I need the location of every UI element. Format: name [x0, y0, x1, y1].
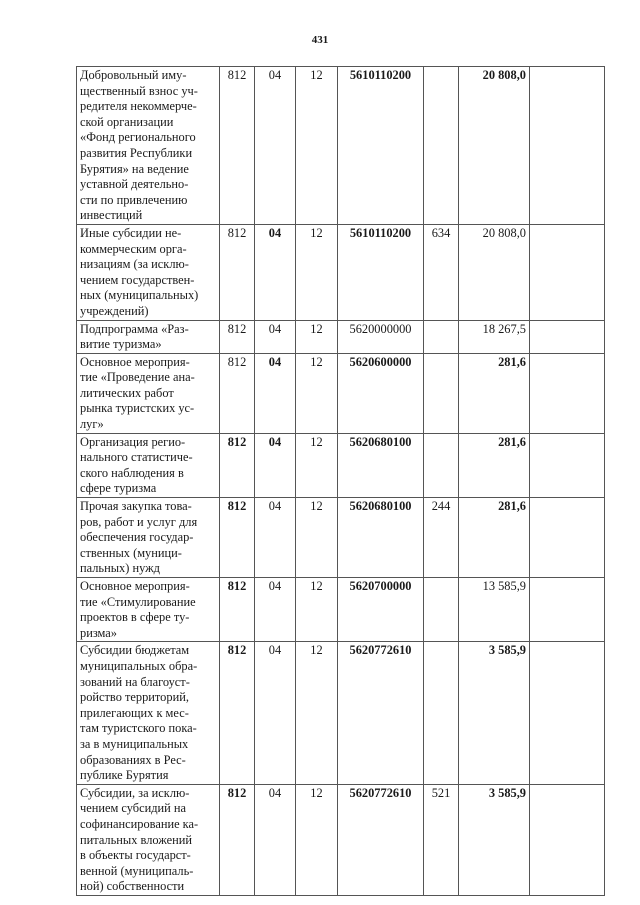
cell-grbs: 812: [220, 578, 255, 642]
cell-name: Основное мероприя- тие «Проведение ана- литических работ рынка туристских ус- луг»: [77, 353, 220, 433]
table-row: [77, 224, 605, 320]
cell-empty: [530, 642, 605, 784]
cell-vr: 244: [424, 498, 459, 578]
page-number: 431: [311, 34, 329, 46]
cell-name: Основное мероприя- тие «Стимулирование проектов в сфере ту- ризма»: [77, 578, 220, 642]
cell-csr: 5620000000: [338, 320, 424, 353]
cell-pr: 12: [296, 578, 338, 642]
cell-name: Подпрограмма «Раз- витие туризма»: [77, 320, 220, 353]
cell-empty: [530, 433, 605, 497]
cell-vr: [424, 433, 459, 497]
cell-grbs: 812: [220, 433, 255, 497]
table-row: [77, 498, 605, 578]
table-row: [77, 353, 605, 433]
cell-empty: [530, 498, 605, 578]
cell-grbs: 812: [220, 498, 255, 578]
cell-grbs: 812: [220, 320, 255, 353]
cell-sum: 281,6: [459, 353, 530, 433]
table-row: [77, 67, 605, 225]
cell-rz: 04: [255, 67, 296, 225]
cell-rz: 04: [255, 320, 296, 353]
table-row: [77, 433, 605, 497]
cell-grbs: 812: [220, 224, 255, 320]
cell-csr: 5620700000: [338, 578, 424, 642]
cell-csr: 5620772610: [338, 784, 424, 895]
cell-pr: 12: [296, 498, 338, 578]
cell-pr: 12: [296, 433, 338, 497]
cell-name: Добровольный иму- щественный взнос уч- редителя некоммерче- ской организации «Фонд регионального развития Республики Бурятия» на ведение уставной деятельно- сти по привлечению инвестиций: [77, 67, 220, 225]
cell-rz: 04: [255, 433, 296, 497]
cell-empty: [530, 784, 605, 895]
cell-vr: [424, 578, 459, 642]
cell-pr: 12: [296, 67, 338, 225]
cell-sum: 13 585,9: [459, 578, 530, 642]
cell-vr: [424, 67, 459, 225]
table-row: [77, 320, 605, 353]
cell-name: Прочая закупка това- ров, работ и услуг для обеспечения государ- ственных (муници- пальных) нужд: [77, 498, 220, 578]
table-row: [77, 578, 605, 642]
cell-grbs: 812: [220, 784, 255, 895]
cell-rz: 04: [255, 498, 296, 578]
budget-table-body: [77, 67, 605, 896]
cell-pr: 12: [296, 353, 338, 433]
cell-pr: 12: [296, 784, 338, 895]
cell-csr: 5620600000: [338, 353, 424, 433]
budget-table: [76, 66, 605, 896]
cell-pr: 12: [296, 320, 338, 353]
cell-vr: [424, 642, 459, 784]
cell-empty: [530, 353, 605, 433]
table-row: [77, 784, 605, 895]
cell-pr: 12: [296, 642, 338, 784]
cell-vr: [424, 353, 459, 433]
cell-name: Субсидии, за исклю- чением субсидий на софинансирование ка- питальных вложений в объекты государст- венной (муниципаль- ной) собственности: [77, 784, 220, 895]
cell-name: Субсидии бюджетам муниципальных обра- зований на благоуст- ройство территорий, прилегающих к мес- там туристского пока- за в муниципальных образованиях в Рес- публике Бурятия: [77, 642, 220, 784]
cell-empty: [530, 67, 605, 225]
cell-name: Иные субсидии не- коммерческим орга- низациям (за исклю- чением государствен- ных (муниципальных) учреждений): [77, 224, 220, 320]
cell-csr: 5610110200: [338, 224, 424, 320]
cell-rz: 04: [255, 784, 296, 895]
cell-grbs: 812: [220, 642, 255, 784]
cell-csr: 5620680100: [338, 433, 424, 497]
cell-sum: 20 808,0: [459, 67, 530, 225]
cell-empty: [530, 224, 605, 320]
cell-csr: 5620680100: [338, 498, 424, 578]
cell-csr: 5610110200: [338, 67, 424, 225]
cell-grbs: 812: [220, 353, 255, 433]
cell-sum: 281,6: [459, 498, 530, 578]
cell-pr: 12: [296, 224, 338, 320]
cell-sum: 3 585,9: [459, 784, 530, 895]
cell-vr: 521: [424, 784, 459, 895]
cell-empty: [530, 320, 605, 353]
cell-rz: 04: [255, 642, 296, 784]
cell-empty: [530, 578, 605, 642]
cell-rz: 04: [255, 578, 296, 642]
cell-rz: 04: [255, 353, 296, 433]
cell-name: Организация регио- нального статистиче- ского наблюдения в сфере туризма: [77, 433, 220, 497]
cell-vr: [424, 320, 459, 353]
cell-sum: 18 267,5: [459, 320, 530, 353]
cell-sum: 20 808,0: [459, 224, 530, 320]
cell-csr: 5620772610: [338, 642, 424, 784]
cell-vr: 634: [424, 224, 459, 320]
cell-sum: 3 585,9: [459, 642, 530, 784]
table-row: [77, 642, 605, 784]
cell-grbs: 812: [220, 67, 255, 225]
cell-sum: 281,6: [459, 433, 530, 497]
cell-rz: 04: [255, 224, 296, 320]
